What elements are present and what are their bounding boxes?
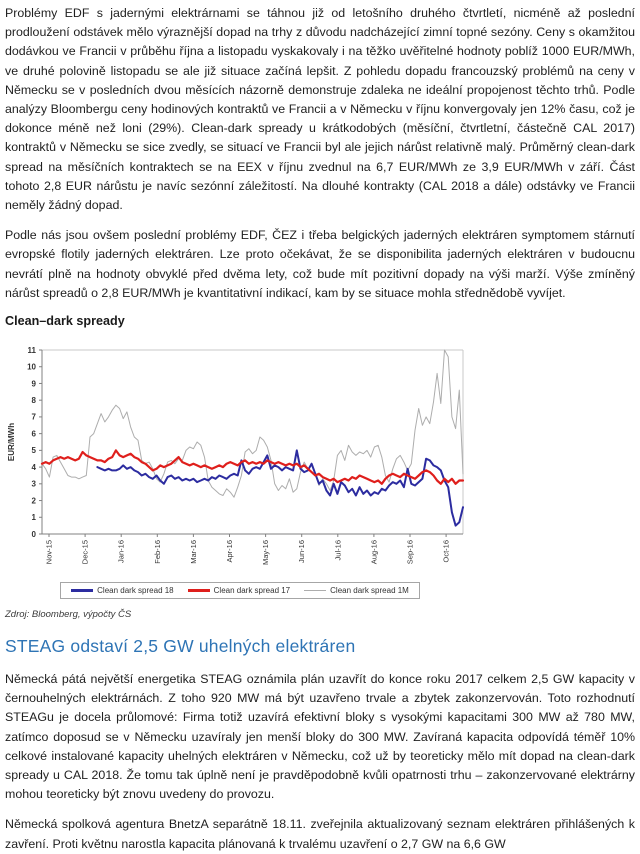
svg-text:0: 0 <box>31 529 36 539</box>
legend-item-spread-1m <box>304 586 409 595</box>
svg-text:7: 7 <box>31 412 36 422</box>
paragraph-edf-outlook: Podle nás jsou ovšem poslední problémy EDF, ČEZ i třeba belgických jaderných elektráren symptomem stárnutí evropské flotily jaderných elektráren. Lze proto očekávat, že se disponibilita jaderných elektráren v budoucnu nevrátí plně na hodnoty obvyklé před dvěma lety, což bude mít pozitivní dopady na výši marží. Výše zmíněný nárůst spreadů o 2,8 EUR/MWh je kvantitativní indikací, kam by se situace mohla střednědobě vyvíjet. <box>5 228 635 300</box>
svg-text:Sep-16: Sep-16 <box>405 540 415 565</box>
paragraph-steag-closure: Německá pátá největší energetika STEAG oznámila plán uzavřít do konce roku 2017 celkem 2,5 GW kapacity v černouhelných elektrárnách. Z toho 920 MW má být uzavřeno trvale a zbytek zakonzervován. Toto rozhodnutí STEAGu je docela průlomové: Firma totiž uzavírá efektivní bloky s vysokými kapacitami 300 MW až 780 MW, zatímco doposud se v Německu uzavíraly jen menší bloky do 300 MW. Zavíraná kapacita odpovídá téměř 10% celkové instalované kapacity uhelných elektráren v Německu, což už by teoreticky mělo mít dopad na clean-dark spready u CAL 2018. Že tomu tak úplně není je pravděpodobně kvůli opatrnosti trhu – zakonzervované elektrárny mohou teoreticky být znovu uvedeny do provozu. <box>5 672 635 802</box>
svg-text:11: 11 <box>27 345 36 355</box>
legend-item-spread-17 <box>188 586 291 595</box>
svg-text:Apr-16: Apr-16 <box>225 540 234 563</box>
svg-text:Dec-15: Dec-15 <box>80 540 90 565</box>
svg-text:Aug-16: Aug-16 <box>369 540 379 565</box>
svg-text:4: 4 <box>31 462 36 472</box>
legend-item-spread-18 <box>71 586 174 595</box>
chart-legend <box>5 579 475 599</box>
svg-text:8: 8 <box>31 396 36 406</box>
svg-text:9: 9 <box>31 379 36 389</box>
svg-text:Jun-16: Jun-16 <box>297 540 307 563</box>
paragraph-bnetza-list: Německá spolková agentura BnetzA separátně 18.11. zveřejnila aktualizovaný seznam elektráren přihlášených k zavření. Proti květnu narostla kapacita plánovaná k trvalému uzavření o 2,7 GW na 6,6 GW <box>5 817 635 851</box>
clean-dark-chart-plot <box>5 334 475 572</box>
legend-label: Clean dark spread 1M <box>330 586 409 596</box>
svg-text:1: 1 <box>31 513 36 523</box>
svg-text:Feb-16: Feb-16 <box>152 540 162 564</box>
svg-text:May-16: May-16 <box>261 540 271 566</box>
svg-text:10: 10 <box>27 362 36 372</box>
chart-title: Clean–dark spready <box>5 314 125 329</box>
svg-text:3: 3 <box>31 479 36 489</box>
svg-text:6: 6 <box>31 429 36 439</box>
svg-text:Oct-16: Oct-16 <box>441 540 451 563</box>
paragraph-edf-intro: Problémy EDF s jadernými elektrárnami se táhnou již od letošního druhého čtvrtletí, nicméně až poslední prodloužení odstávek mělo výraznější dopad na trhy z důvodu nadcházející zimní topné sezóny. Ceny s okamžitou dodávkou ve Francii v průběhu října a listopadu vyskakovaly i na těžko uvěřitelné hodnoty poblíž 1000 EUR/MWh, ve druhé polovině listopadu se ale již situace začíná lepšit. Z pohledu dopadu francouzský problémů na ceny v Německu se v posledních dvou měsících názorně demonstruje zdaleka ne ideální propojenost těchto trhů. Podle analýzy Bloombergu ceny hodinových kontraktů ve Francii a v Německu v říjnu konvergovaly jen 12% času, což je dokonce méně než loni (29%). Clean-dark spready u krátkodobých (měsíční, čtvrtletní, částečně CAL 2017) kontraktů v Německu se sice zvedly, se situací ve Francii byl ale jejich nárůst relativně malý. Průměrný clean-dark spread na měsíčních kontraktech se na EEX v říjnu zvednul na 6,7 EUR/MWh ze 3,9 EUR/MWh v září. Část tohoto 2,8 EUR nárůstu je navíc sezónní záležitostí. Na dlouhé kontrakty (CAL 2018 a dále) odstávky ve Francii neměly žádný dopad. <box>5 6 635 213</box>
svg-text:Jan-16: Jan-16 <box>116 540 126 563</box>
section-heading-steag: STEAG odstaví 2,5 GW uhelných elektráren <box>5 636 356 657</box>
svg-text:5: 5 <box>31 446 36 456</box>
legend-line-swatch-red <box>188 589 210 592</box>
svg-text:Jul-16: Jul-16 <box>333 540 343 561</box>
svg-text:Mar-16: Mar-16 <box>188 540 198 564</box>
legend-line-swatch-blue <box>71 589 93 592</box>
chart-source: Zdroj: Bloomberg, výpočty ČS <box>5 609 132 621</box>
legend-label: Clean dark spread 18 <box>97 586 174 596</box>
clean-dark-spread-chart <box>5 334 475 599</box>
svg-text:Nov-15: Nov-15 <box>44 540 54 565</box>
svg-text:EUR/MWh: EUR/MWh <box>7 422 16 462</box>
svg-text:2: 2 <box>31 496 36 506</box>
legend-label: Clean dark spread 17 <box>213 586 291 596</box>
legend-line-swatch-gray <box>304 590 326 591</box>
